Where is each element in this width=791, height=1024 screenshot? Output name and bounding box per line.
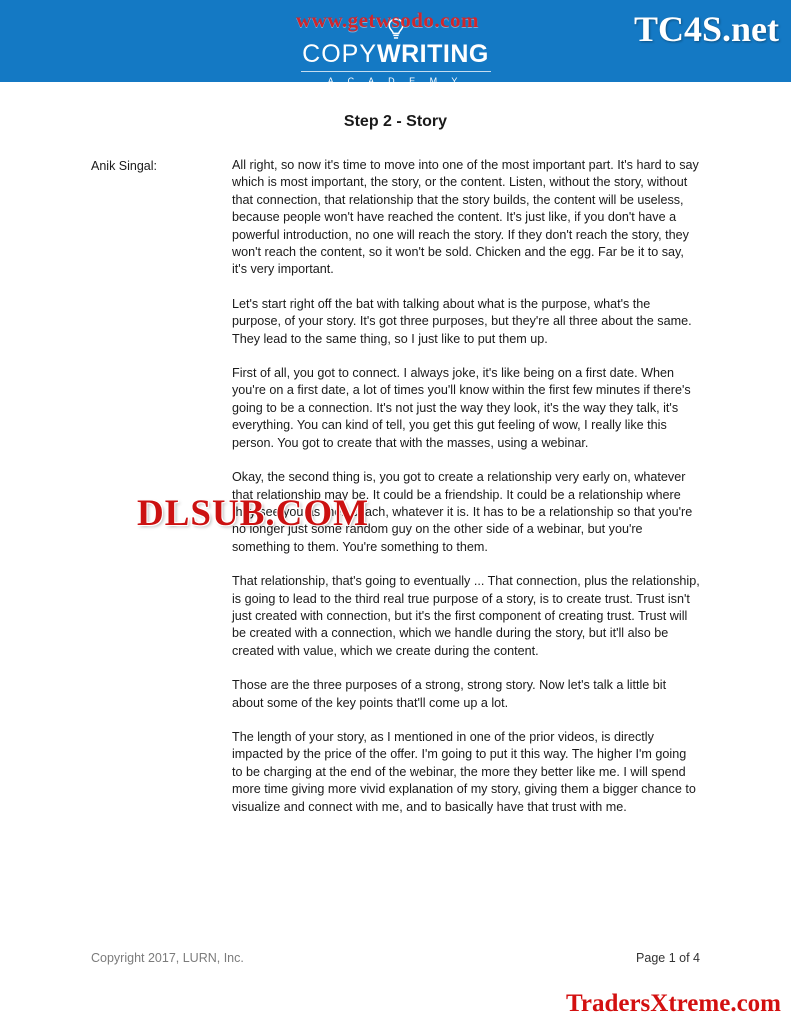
logo-subtitle: A C A D E M Y — [327, 76, 464, 86]
header-band — [0, 0, 791, 86]
page-title: Step 2 - Story — [343, 113, 448, 130]
transcript-paragraph: All right, so now it's time to move into one of the most important part. It's hard to say which is most important, the story, or the content. Listen, without the story, without that connection, that relationship that the story builds, the content will be useless, because people won't have reached the content. It's just like, if you don't have a powerful introduction, no one will reach the story. If they don't reach the story, they won't reach the content, so it won't be sold. Chicken and the egg. Far be it to say, it's very important. — [232, 158, 699, 277]
logo-divider — [301, 71, 491, 72]
transcript-paragraph: Let's start right off the bat with talking about what is the purpose, what's the purpose, of your story. It's got three purposes, but they're all three about the same. They lead to the same thing, so I just like to put them up. — [232, 296, 692, 346]
transcript-body — [232, 157, 700, 816]
transcript-paragraph: That relationship, that's going to eventually ... That connection, plus the relationship, is going to lead to the third real true purpose of a story, is to create trust. Trust isn't just created with connection, but it's the first component of creating trust. Trust will be created with a connection, which we handle during the story, but it'll also be created with value, which we create during the content. — [232, 574, 700, 658]
logo-wordmark-copy: COPY — [302, 40, 378, 68]
watermark-dlsub: DLSUB.COM — [137, 493, 370, 534]
watermark-tc4s: TC4S.net — [633, 9, 779, 49]
footer-copyright: Copyright 2017, LURN, Inc. — [91, 951, 244, 965]
logo-wordmark — [301, 42, 491, 67]
transcript-paragraph: First of all, you got to connect. I always joke, it's like being on a first date. When you're on a first date, a lot of times you'll know within the first few minutes if there's going to be a connection. It's not just the way they look, it's the way they talk, it's everything. You can kind of tell, you get this gut feeling of wow, I really like this person. You got to create that with the masses, using a webinar. — [232, 366, 691, 450]
logo-wordmark-writing: WRITING — [377, 40, 489, 68]
transcript-paragraph: Those are the three purposes of a strong, strong story. Now let's talk a little bit about some of the key points that'll come up a lot. — [232, 678, 667, 710]
watermark-tradersxtreme: TradersXtreme.com — [566, 990, 781, 1017]
transcript-paragraph: The length of your story, as I mentioned in one of the prior videos, is directly impacted by the price of the offer. I'm going to put it this way. The higher I'm going to be charging at the end of the webinar, the more they better like me. I will spend more time giving more vivid explanation of my story, giving them a bigger chance to visualize and connect with me, and to basically have that trust with me. — [232, 729, 696, 814]
transcript-paragraph: Okay, the second thing is, you got to create a relationship very early on, whatever that relationship may be. It could be a friendship. It could be a relationship where they see you as their coach, whatever it is. It has to be a relationship so that you're no longer just some random guy on the other side of a webinar, but you're something to them. You're something to them. — [232, 470, 693, 554]
watermark-getwsodo: www.getwsodo.com — [296, 8, 479, 32]
footer-page-number: Page 1 of 4 — [636, 951, 700, 965]
speaker-label: Anik Singal: — [91, 159, 158, 173]
